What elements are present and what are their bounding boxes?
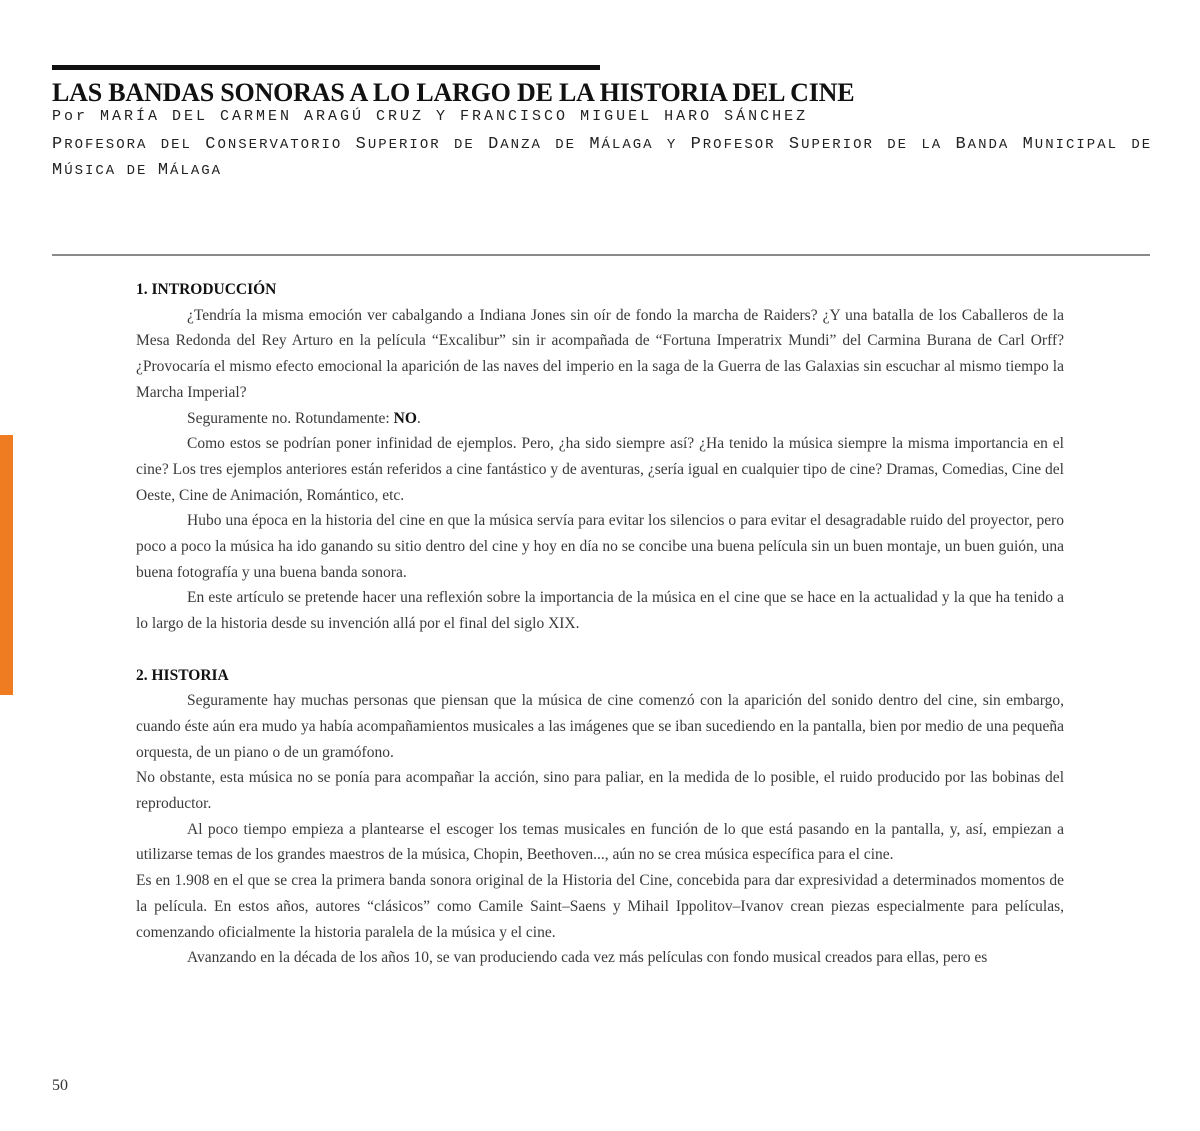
paragraph: Es en 1.908 en el que se crea la primera banda sonora original de la Historia del Cine, concebida para dar expresividad a determinados momentos de la película. En estos años, autores “clásicos” como Camile Saint–Saens y Mihail Ippolitov–Ivanov crean piezas especialmente para películas, comenzando oficialmente la historia paralela de la música y el cine. [136, 872, 1064, 941]
header-divider [52, 254, 1150, 256]
section-gap [136, 637, 1064, 663]
emphasis-no: NO [393, 409, 417, 427]
paragraph-seguramente [136, 406, 1064, 432]
paragraph-text: Seguramente no. Rotundamente: [187, 409, 390, 427]
paragraph: No obstante, esta música no se ponía para acompañar la acción, sino para paliar, en la medida de lo posible, el ruido producido por las bobinas del reproductor. [136, 769, 1064, 813]
section-heading-historia: 2. HISTORIA [136, 666, 229, 684]
paragraph: Al poco tiempo empieza a plantearse el escoger los temas musicales en función de lo que está pasando en la pantalla, y, así, empiezan a utilizarse temas de los grandes maestros de la música, Chopin, Beethoven..., aún no se crea música específica para el cine. [136, 820, 1064, 864]
paragraph: ¿Tendría la misma emoción ver cabalgando a Indiana Jones sin oír de fondo la marcha de Raiders? ¿Y una batalla de los Caballeros de la Mesa Redonda del Rey Arturo en la película “Excalibur” sin ir acompañada de “Fortuna Imperatrix Mundi” del Carmina Burana de Carl Orff? ¿Provocaría el mismo efecto emocional la aparición de las naves del imperio en la saga de la Guerra de las Galaxias sin escuchar al mismo tiempo la Marcha Imperial? [136, 306, 1064, 401]
paragraph: Como estos se podrían poner infinidad de ejemplos. Pero, ¿ha sido siempre así? ¿Ha tenido la música siempre la misma importancia en el cine? Los tres ejemplos anteriores están referidos a cine fantástico y de aventuras, ¿sería igual en cualquier tipo de cine? Dramas, Comedias, Cine del Oeste, Cine de Animación, Romántico, etc. [136, 435, 1064, 504]
period: . [416, 409, 421, 427]
paragraph: Hubo una época en la historia del cine en que la música servía para evitar los silencios o para evitar el desagradable ruido del proyector, pero poco a poco la música ha ido ganando su sitio dentro del cine y hoy en día no se concibe una buena película sin un buen montaje, un buen guión, una buena fotografía y una buena banda sonora. [136, 512, 1064, 581]
paragraph: Avanzando en la década de los años 10, se van produciendo cada vez más películas con fondo musical creados para ellas, pero es [187, 949, 988, 967]
author-affiliation: PROFESORA DEL CONSERVATORIO SUPERIOR DE DANZA DE MÁLAGA Y PROFESOR SUPERIOR DE LA BANDA MUNICIPAL DE MÚSICA DE MÁLAGA [52, 135, 1153, 180]
article-title: LAS BANDAS SONORAS A LO LARGO DE LA HISTORIA DEL CINE [52, 78, 855, 107]
section-heading-introduccion: 1. INTRODUCCIÓN [136, 281, 277, 298]
author-byline: Por MARÍA DEL CARMEN ARAGÚ CRUZ Y FRANCISCO MIGUEL HARO SÁNCHEZ [52, 108, 809, 125]
orange-side-tab [0, 435, 13, 695]
page-number: 50 [52, 1077, 68, 1094]
article-body [136, 277, 1064, 971]
title-top-rule [52, 65, 600, 70]
paragraph: Seguramente hay muchas personas que piensan que la música de cine comenzó con la aparición del sonido dentro del cine, sin embargo, cuando éste aún era mudo ya había acompañamientos musicales a las imágenes que se iban sucediendo en la pantalla, bien por medio de una pequeña orquesta, de un piano o de un gramófono. [136, 692, 1064, 761]
paragraph: En este artículo se pretende hacer una reflexión sobre la importancia de la música en el cine que se hace en la actualidad y la que ha tenido a lo largo de la historia desde su invención allá por el final del siglo XIX. [136, 589, 1064, 633]
